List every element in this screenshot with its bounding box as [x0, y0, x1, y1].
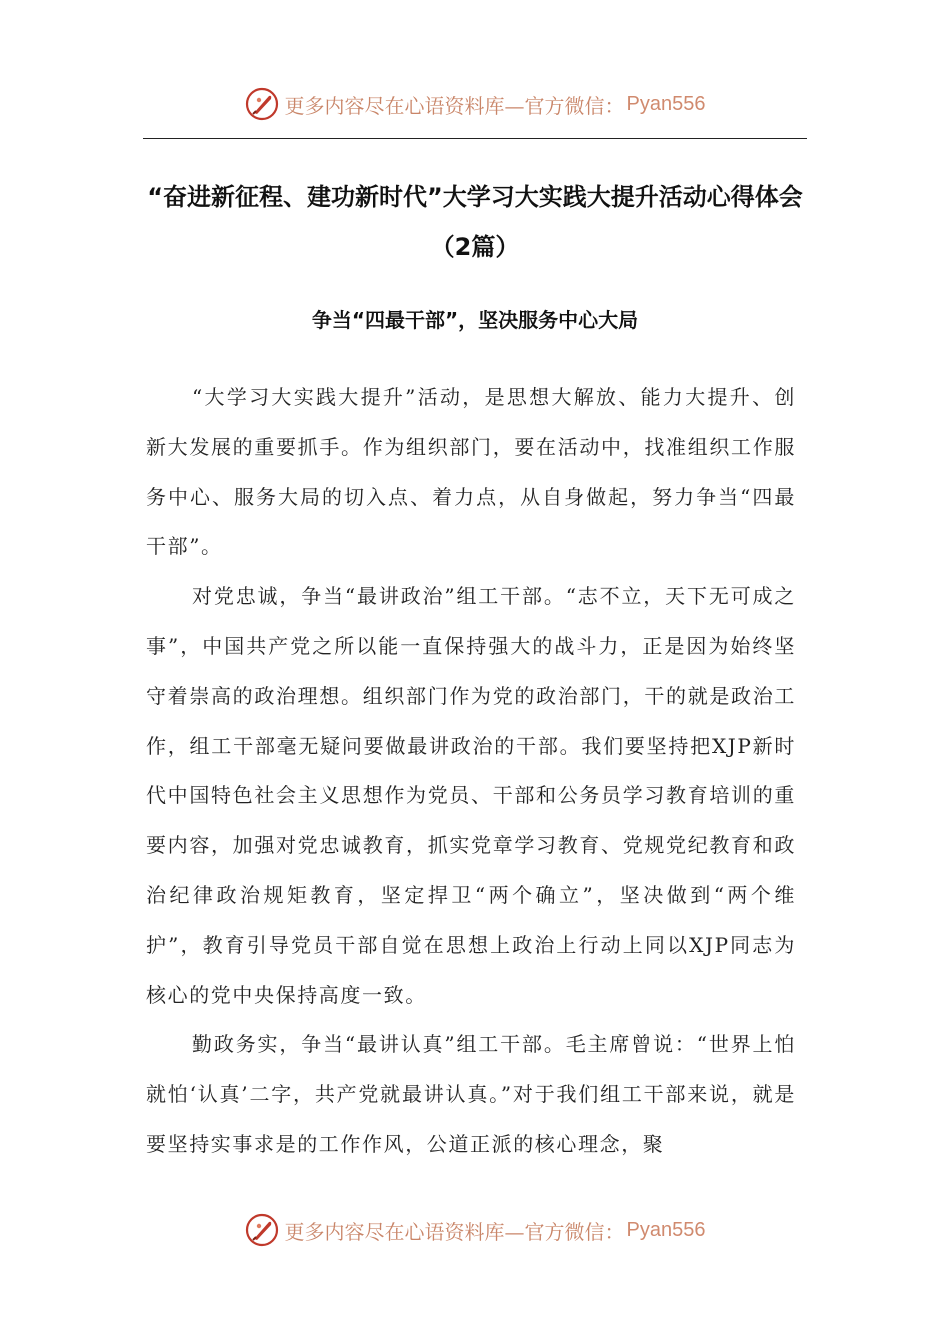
quill-logo-icon — [245, 1213, 279, 1247]
quill-logo-icon — [245, 87, 279, 121]
footer-watermark — [0, 1210, 950, 1250]
document-body — [146, 373, 796, 1170]
paragraph: “大学习大实践大提升”活动，是思想大解放、能力大提升、创新大发展的重要抓手。作为组织部门，要在活动中，找准组织工作服务中心、服务大局的切入点、着力点，从自身做起，努力争当“四最干部”。 — [146, 385, 796, 559]
watermark-wechat-id: Pyan556 — [626, 92, 706, 115]
document-subtitle: 争当“四最干部”，坚决服务中心大局 — [311, 308, 639, 332]
header-divider — [143, 138, 807, 139]
document-title: “奋进新征程、建功新时代”大学习大实践大提升活动心得体会（2篇） — [147, 183, 803, 261]
watermark-text: 更多内容尽在心语资料库—官方微信： — [284, 93, 625, 118]
watermark-wechat-id: Pyan556 — [626, 1218, 706, 1241]
paragraph: 勤政务实，争当“最讲认真”组工干部。毛主席曾说：“世界上怕就怕‘认真’二字，共产党就最讲认真。”对于我们组工干部来说，就是要坚持实事求是的工作作风，公道正派的核心理念，聚 — [146, 1032, 796, 1156]
paragraph: 对党忠诚，争当“最讲政治”组工干部。“志不立，天下无可成之事”，中国共产党之所以能一直保持强大的战斗力，正是因为始终坚守着崇高的政治理想。组织部门作为党的政治部门，干的就是政治工作，组工干部毫无疑问要做最讲政治的干部。我们要坚持把XJP新时代中国特色社会主义思想作为党员、干部和公务员学习教育培训的重要内容，加强对党忠诚教育，抓实党章学习教育、党规党纪教育和政治纪律政治规矩教育，坚定捍卫“两个确立”，坚决做到“两个维护”，教育引导党员干部自觉在思想上政治上行动上同以XJP同志为核心的党中央保持高度一致。 — [146, 584, 796, 1007]
watermark-text: 更多内容尽在心语资料库—官方微信： — [284, 1219, 625, 1244]
header-watermark — [0, 84, 950, 124]
